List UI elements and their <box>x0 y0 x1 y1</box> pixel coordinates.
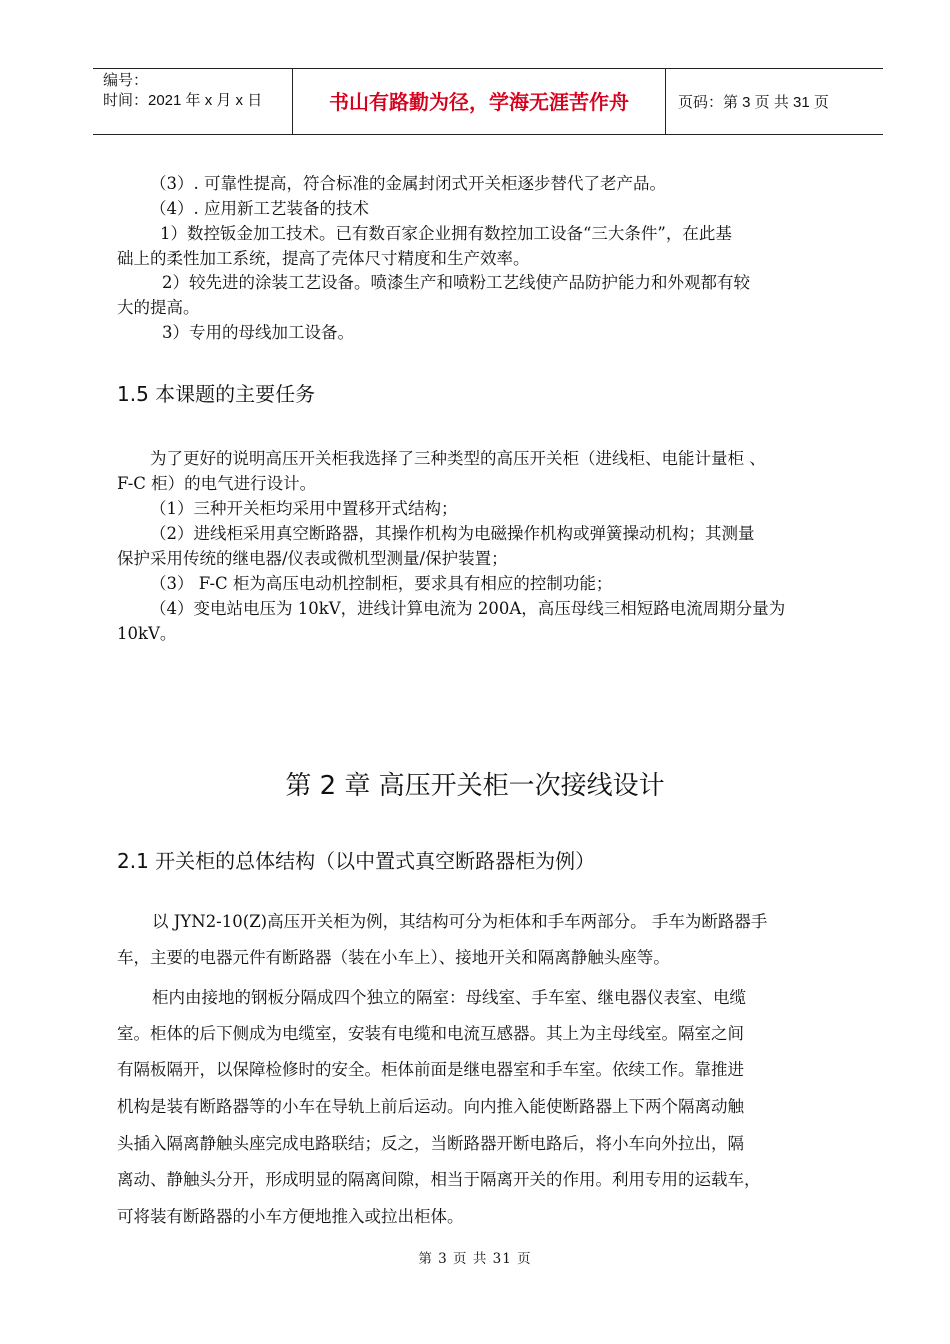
header-time-label: 时间：2021 年 x 月 x 日 <box>103 92 263 109</box>
paragraph-line: 3）专用的母线加工设备。 <box>162 323 354 342</box>
paragraph-line: 机构是装有断路器等的小车在导轨上前后运动。向内推入能使断路器上下两个隔离动触 <box>117 1097 744 1116</box>
paragraph-line: 可将装有断路器的小车方便地推入或拉出柜体。 <box>117 1207 464 1226</box>
page-header <box>93 68 883 135</box>
paragraph-line: 头插入隔离静触头座完成电路联结；反之，当断路器开断电路后，将小车向外拉出，隔 <box>117 1134 744 1153</box>
paragraph-line: 有隔板隔开，以保障检修时的安全。柜体前面是继电器室和手车室。依续工作。靠推进 <box>117 1060 744 1079</box>
paragraph-line: 离动、静触头分开，形成明显的隔离间隙，相当于隔离开关的作用。利用专用的运载车， <box>117 1170 761 1189</box>
paragraph-line: 大的提高。 <box>117 298 200 317</box>
paragraph-line: 为了更好的说明高压开关柜我选择了三种类型的高压开关柜（进线柜、电能计量柜 、 <box>150 449 766 468</box>
header-page-info: 页码：第 3 页 共 31 页 <box>678 94 829 111</box>
paragraph-line: （3）. 可靠性提高，符合标准的金属封闭式开关柜逐步替代了老产品。 <box>150 174 666 193</box>
paragraph-line: 车，主要的电器元件有断路器（装在小车上）、接地开关和隔离静触头座等。 <box>117 948 670 967</box>
paragraph-line: 保护采用传统的继电器/仪表或微机型测量/保护装置； <box>117 549 508 568</box>
paragraph-line: F-C 柜）的电气进行设计。 <box>117 474 317 493</box>
paragraph-line: （4）变电站电压为 10kV，进线计算电流为 200A，高压母线三相短路电流周期分量为 <box>150 599 786 618</box>
section-heading-1-5: 1.5 本课题的主要任务 <box>117 382 316 406</box>
header-number-label: 编号： <box>103 72 149 89</box>
paragraph-line: 1）数控钣金加工技术。已有数百家企业拥有数控加工设备“三大条件”，在此基 <box>160 224 732 243</box>
paragraph-line: 10kV。 <box>117 624 177 643</box>
paragraph-line: 2）较先进的涂装工艺设备。喷漆生产和喷粉工艺线使产品防护能力和外观都有较 <box>162 273 750 292</box>
paragraph-line: 以 JYN2-10(Z)高压开关柜为例，其结构可分为柜体和手车两部分。 手车为断路器手 <box>152 912 768 931</box>
paragraph-line: （3） F-C 柜为高压电动机控制柜，要求具有相应的控制功能； <box>150 574 613 593</box>
paragraph-line: （2）进线柜采用真空断路器，其操作机构为电磁操作机构或弹簧操动机构；其测量 <box>150 524 755 543</box>
paragraph-line: 柜内由接地的钢板分隔成四个独立的隔室：母线室、手车室、继电器仪表室、电缆 <box>152 988 746 1007</box>
paragraph-line: 础上的柔性加工系统，提高了壳体尺寸精度和生产效率。 <box>117 249 530 268</box>
header-motto: 书山有路勤为径，学海无涯苦作舟 <box>293 69 666 134</box>
page-footer: 第 3 页 共 31 页 <box>418 1251 532 1267</box>
header-meta <box>93 69 293 134</box>
paragraph-line: 室。柜体的后下侧成为电缆室，安装有电缆和电流互感器。其上为主母线室。隔室之间 <box>117 1024 744 1043</box>
section-heading-2-1: 2.1 开关柜的总体结构（以中置式真空断路器柜为例） <box>117 849 596 873</box>
paragraph-line: （1）三种开关柜均采用中置移开式结构； <box>150 499 458 518</box>
chapter-heading: 第 2 章 高压开关柜一次接线设计 <box>285 771 665 801</box>
paragraph-line: （4）. 应用新工艺装备的技术 <box>150 199 369 218</box>
